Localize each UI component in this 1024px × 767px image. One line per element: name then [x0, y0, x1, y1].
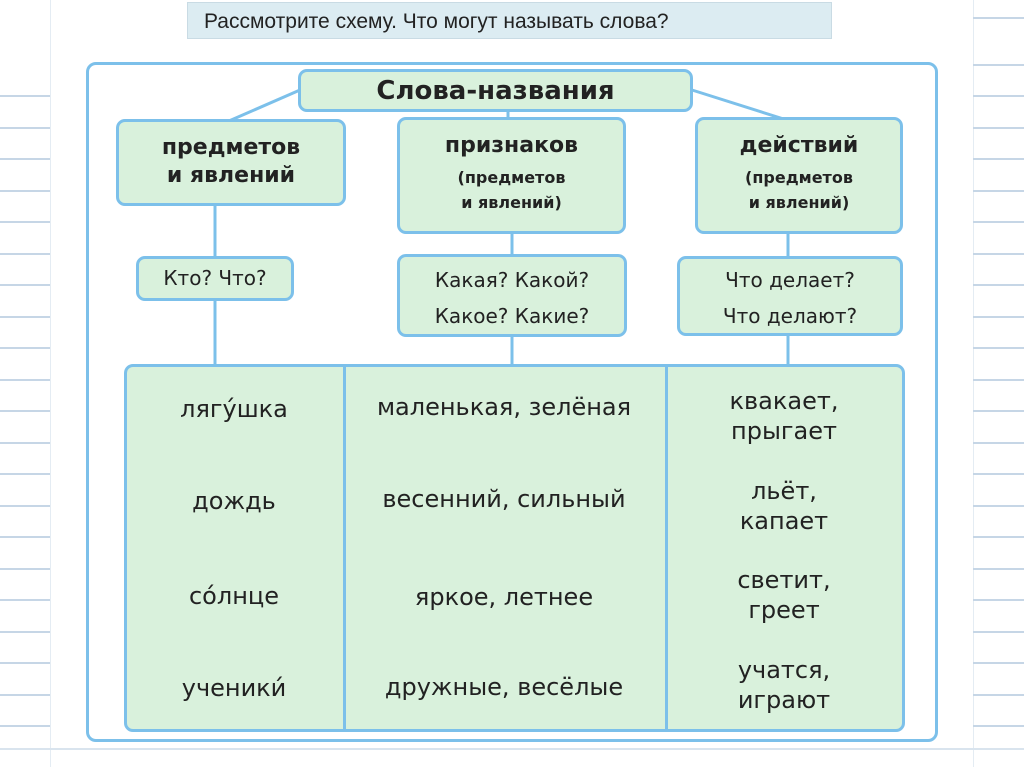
noun-cell: дождь [192, 487, 276, 515]
category-subtitle: (предметов [745, 168, 853, 187]
question-label: Что делает? [725, 268, 855, 292]
question-label-line2: Какое? Какие? [434, 304, 590, 328]
noun-cell: лягу́шка [180, 395, 288, 423]
category-subtitle-line2: и явлений) [748, 193, 850, 212]
root-box [298, 69, 693, 112]
verb-line: греет [748, 596, 820, 624]
adjective-cell: маленькая, зелёная [376, 393, 632, 421]
category-title-line2: и явлений [166, 163, 296, 188]
question-label: Какая? Какой? [434, 268, 590, 292]
question-text: Рассмотрите схему. Что могут называть слова? [204, 10, 669, 33]
adjective-cell: дружные, весёлые [384, 673, 624, 701]
category-subtitle-line2: и явлений) [461, 193, 562, 212]
adjective-cell: яркое, летнее [414, 583, 594, 611]
category-title: действий [739, 133, 859, 158]
question-box-actions [677, 256, 903, 336]
category-title: признаков [444, 133, 579, 158]
verb-line: играют [737, 686, 831, 714]
verb-cell [668, 476, 900, 536]
verb-line: льёт, [751, 477, 817, 505]
verb-cell [668, 655, 900, 715]
adjective-cell: весенний, сильный [382, 485, 626, 513]
category-actions [695, 117, 903, 234]
verb-cell [668, 386, 900, 446]
question-label-line2: Что делают? [722, 304, 858, 328]
noun-cell: со́лнце [188, 582, 279, 610]
verb-line: светит, [737, 566, 831, 594]
category-attributes [397, 117, 626, 234]
verb-line: прыгает [731, 417, 837, 445]
noun-cell: ученики́ [181, 674, 287, 702]
question-label: Кто? Что? [163, 266, 267, 290]
verb-line: капает [739, 507, 829, 535]
question-box-objects [136, 256, 294, 301]
category-title: предметов [161, 135, 301, 160]
verb-line: квакает, [729, 387, 839, 415]
verb-cell [668, 565, 900, 625]
category-objects [116, 119, 346, 206]
verb-line: учатся, [737, 656, 831, 684]
question-box-attributes [397, 254, 627, 337]
category-subtitle: (предметов [457, 168, 566, 187]
root-label: Слова-названия [376, 76, 615, 106]
